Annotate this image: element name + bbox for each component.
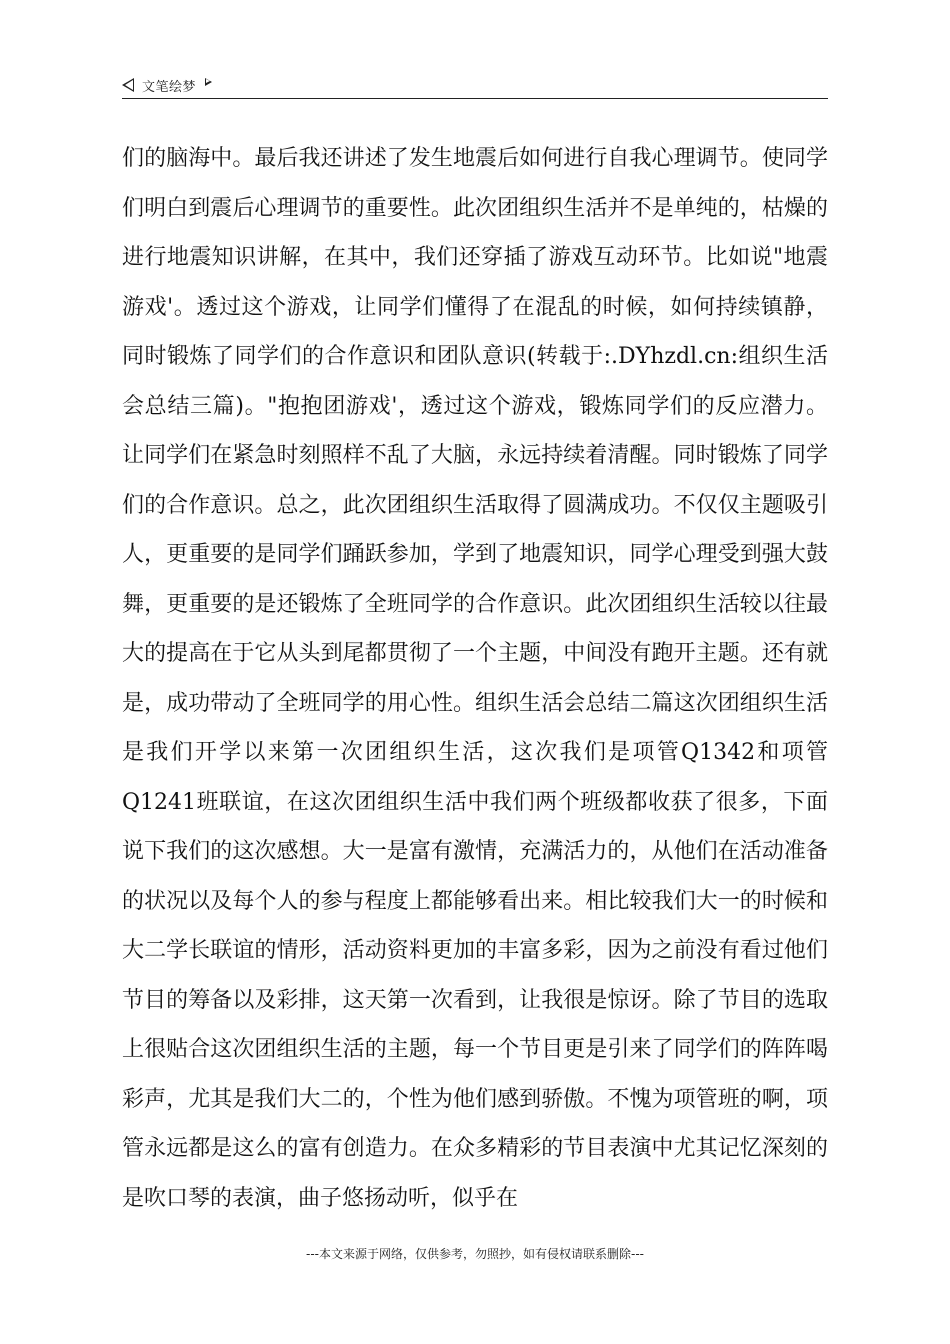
header-title: 文笔绘梦: [142, 79, 197, 95]
page-footer: ---本文来源于网络，仅供参考，勿照抄，如有侵权请联系删除---: [306, 1247, 644, 1261]
triangle-left-icon: [122, 78, 134, 92]
page-header: [122, 72, 828, 99]
triangle-right-icon: [205, 78, 212, 86]
body-paragraph: 们的脑海中。最后我还讲述了发生地震后如何进行自我心理调节。使同学们明白到震后心理调节的重要性。此次团组织生活并不是单纯的，枯燥的进行地震知识讲解，在其中，我们还穿插了游戏互动环节。比如说"地震游戏'。透过这个游戏，让同学们懂得了在混乱的时候，如何持续镇静，同时锻炼了同学们的合作意识和团队意识(转载于:.DYhzdl.cn:组织生活会总结三篇)。"抱抱团游戏'，透过这个游戏，锻炼同学们的反应潜力。让同学们在紧急时刻照样不乱了大脑，永远持续着清醒。同时锻炼了同学们的合作意识。总之，此次团组织生活取得了圆满成功。不仅仅主题吸引人，更重要的是同学们踊跃参加，学到了地震知识，同学心理受到强大鼓舞，更重要的是还锻炼了全班同学的合作意识。此次团组织生活较以往最大的提高在于它从头到尾都贯彻了一个主题，中间没有跑开主题。还有就是，成功带动了全班同学的用心性。组织生活会总结二篇这次团组织生活是我们开学以来第一次团组织生活，这次我们是项管Q1342和项管Q1241班联谊，在这次团组织生活中我们两个班级都收获了很多，下面说下我们的这次感想。大一是富有激情，充满活力的，从他们在活动准备的状况以及每个人的参与程度上都能够看出来。相比较我们大一的时候和大二学长联谊的情形，活动资料更加的丰富多彩，因为之前没有看过他们节目的筹备以及彩排，这天第一次看到，让我很是惊讶。除了节目的选取上很贴合这次团组织生活的主题，每一个节目更是引来了同学们的阵阵喝彩声，尤其是我们大二的，个性为他们感到骄傲。不愧为项管班的啊，项管永远都是这么的富有创造力。在众多精彩的节目表演中尤其记忆深刻的是吹口琴的表演，曲子悠扬动听，似乎在: [122, 146, 828, 1211]
